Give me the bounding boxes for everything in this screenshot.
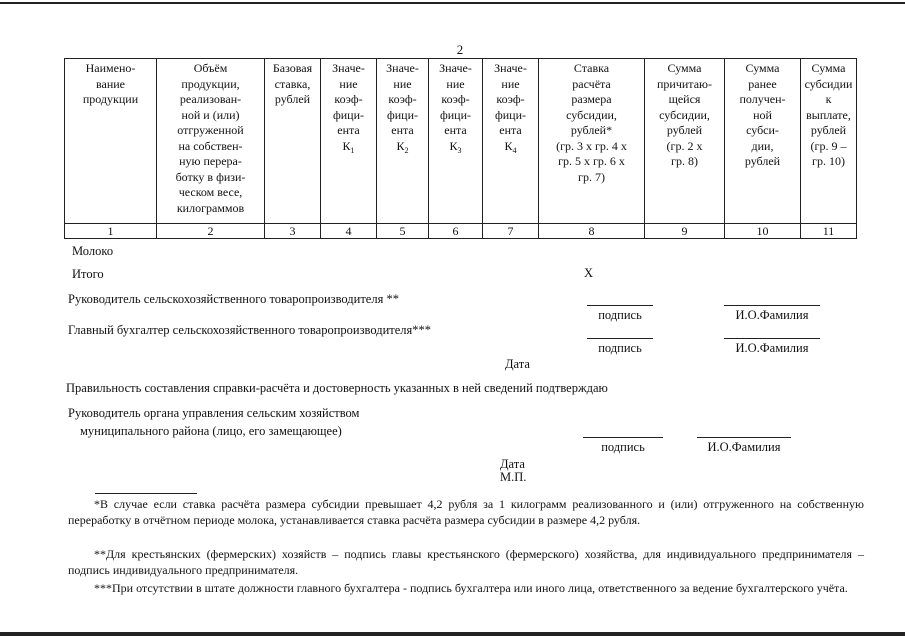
footnote-2: **Для крестьянских (фермерских) хозяйств – подпись главы крестьянского (фермерского) хозяйства, для индивидуального предпринимателя – подпись индивидуального предпринимателя.: [68, 547, 864, 577]
row-label-milk: Молоко: [72, 244, 114, 258]
name-caption: И.О.Фамилия: [735, 308, 809, 322]
table-header-row: [65, 59, 857, 224]
authority-head-label-cont: муниципального района (лицо, его замещающее): [80, 424, 342, 438]
column-number: 9: [645, 224, 725, 239]
header-coef-k1: Значе- ние коэф- фици- ента $К_1$: [321, 59, 377, 224]
header-base-rate: Базовая ставка, рублей: [265, 59, 321, 224]
date-label: Дата: [505, 357, 530, 371]
head-producer-label: Руководитель сельскохозяйственного товаропроизводителя **: [68, 292, 399, 306]
column-number: 3: [265, 224, 321, 239]
name-line: [697, 437, 791, 438]
header-coef-k3: Значе- ние коэф- фици- ента $К_3$: [429, 59, 483, 224]
row-label-total: Итого: [72, 267, 104, 281]
column-number: 7: [483, 224, 539, 239]
header-rate: Ставка расчёта размера субсидии, рублей* (гр. 3 х гр. 4 х гр. 5 х гр. 6 х гр. 7): [539, 59, 645, 224]
column-number: 6: [429, 224, 483, 239]
signature-line: [587, 338, 653, 339]
header-received-amount: Сумма ранее получен- ной субси- дии, рублей: [725, 59, 801, 224]
name-caption: И.О.Фамилия: [707, 440, 781, 454]
header-product-name: Наимено- вание продукции: [65, 59, 157, 224]
chief-accountant-label: Главный бухгалтер сельскохозяйственного товаропроизводителя***: [68, 323, 432, 337]
header-payout-amount: Сумма субсидии к выплате, рублей (гр. 9 – гр. 10): [801, 59, 857, 224]
date-label: Дата: [500, 457, 525, 471]
column-number: 2: [157, 224, 265, 239]
signature-line: [583, 437, 663, 438]
subsidy-table: [64, 58, 857, 239]
column-number: 11: [801, 224, 857, 239]
header-due-amount: Сумма причитаю- щейся субсидии, рублей (гр. 2 х гр. 8): [645, 59, 725, 224]
header-volume: Объём продукции, реализован- ной и (или) отгруженной на собствен- ную перера- ботку в физи- ческом весе, килограммов: [157, 59, 265, 224]
signature-line: [587, 305, 653, 306]
footnote-separator: [95, 493, 197, 494]
column-number: 1: [65, 224, 157, 239]
authority-head-label: Руководитель органа управления сельским хозяйством: [68, 406, 360, 420]
name-line: [724, 338, 820, 339]
column-number: 5: [377, 224, 429, 239]
total-x-mark: Х: [584, 266, 594, 280]
signature-caption: подпись: [598, 341, 642, 355]
footnote-1: *В случае если ставка расчёта размера субсидии превышает 4,2 рубля за 1 килограмм реализованного и (или) отгруженного на собственную переработку в отчётном периоде молока, устанавливается ставка расчёта размера субсидии в размере 4,2 рубля.: [68, 497, 864, 527]
top-rule: [0, 2, 905, 4]
header-coef-k2: Значе- ние коэф- фици- ента $К_2$: [377, 59, 429, 224]
confirmation-text: Правильность составления справки-расчёта и достоверность указанных в ней сведений подтверждаю: [66, 381, 608, 395]
column-number-row: [65, 224, 857, 239]
name-caption: И.О.Фамилия: [735, 341, 809, 355]
footnote-3: ***При отсутствии в штате должности главного бухгалтера - подпись бухгалтера или иного лица, ответственного за ведение бухгалтерского учёта.: [94, 581, 848, 595]
name-line: [724, 305, 820, 306]
column-number: 10: [725, 224, 801, 239]
column-number: 4: [321, 224, 377, 239]
signature-caption: подпись: [601, 440, 645, 454]
signature-caption: подпись: [598, 308, 642, 322]
column-number: 8: [539, 224, 645, 239]
header-coef-k4: Значе- ние коэф- фици- ента $К_4$: [483, 59, 539, 224]
page-number: 2: [456, 42, 464, 57]
bottom-rule: [0, 632, 905, 636]
stamp-label: М.П.: [500, 470, 527, 484]
